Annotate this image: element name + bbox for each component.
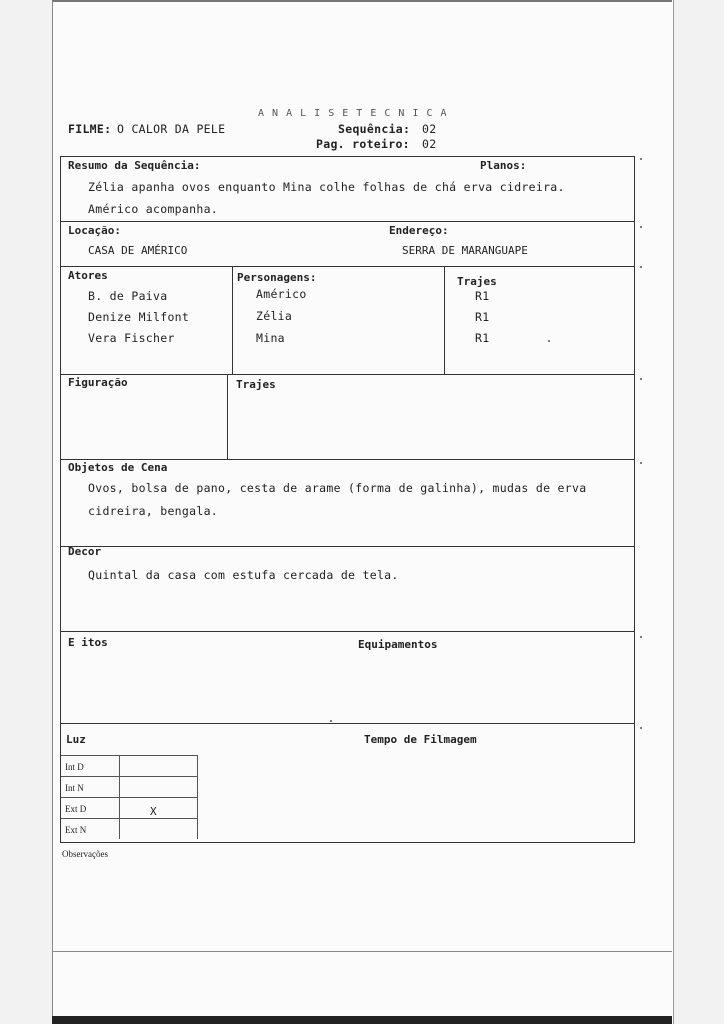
page-bottom-edge	[52, 951, 672, 952]
locacao-value: CASA DE AMÉRICO	[88, 244, 188, 257]
luz-row-label: Ext D	[65, 804, 87, 814]
decor-value: Quintal da casa com estufa cercada de tela.	[88, 568, 399, 582]
scan-speck	[548, 340, 550, 342]
ator-2: Denize Milfont	[88, 310, 190, 324]
divider-figuracao	[60, 459, 635, 460]
scan-speck	[640, 266, 642, 268]
figuracao-label: Figuração	[68, 376, 128, 389]
scan-speck	[640, 462, 642, 464]
scan-speck	[330, 720, 332, 722]
objetos-line-1: Ovos, bolsa de pano, cesta de arame (forma de galinha), mudas de erva	[88, 481, 587, 495]
divider-locacao	[60, 266, 635, 267]
sequence-value: 02	[422, 122, 437, 136]
form-frame	[60, 156, 635, 843]
sequence-label: Sequência:	[338, 122, 411, 136]
film-title: O CALOR DA PELE	[117, 122, 226, 136]
scan-speck	[640, 727, 642, 729]
luz-grid-separator	[119, 755, 120, 839]
observacoes-label: Observações	[62, 849, 108, 859]
figuracao-trajes-label: Trajes	[236, 378, 276, 391]
resumo-line-1: Zélia apanha ovos enquanto Mina colhe folhas de chá erva cidreira.	[88, 180, 565, 194]
personagem-1: Américo	[256, 287, 307, 301]
ator-3: Vera Fischer	[88, 331, 175, 345]
trajes-label: Trajes	[457, 275, 497, 288]
atores-label: Atores	[68, 269, 108, 282]
locacao-label: Locação:	[68, 224, 121, 237]
personagem-2: Zélia	[256, 309, 293, 323]
luz-row-label: Ext N	[65, 825, 87, 835]
divider-atores-personagens	[232, 266, 233, 374]
efeitos-label: E itos	[68, 636, 108, 649]
resumo-line-2: Américo acompanha.	[88, 202, 219, 216]
divider-resumo	[60, 221, 635, 222]
scan-speck	[640, 636, 642, 638]
equipamentos-label: Equipamentos	[358, 638, 438, 651]
traje-1: R1	[475, 289, 490, 303]
planos-label: Planos:	[480, 159, 527, 172]
luz-row-label: Int D	[65, 762, 84, 772]
page-value: 02	[422, 137, 437, 151]
divider-objetos	[60, 546, 635, 547]
divider-decor	[60, 631, 635, 632]
luz-row-label: Int N	[65, 783, 84, 793]
page-label: Pag. roteiro:	[316, 137, 410, 151]
document-title: A N A L I S E T E C N I C A	[258, 108, 448, 119]
personagens-label: Personagens:	[237, 271, 317, 284]
endereco-label: Endereço:	[389, 224, 449, 237]
scan-speck	[640, 158, 642, 160]
divider-figuracao-trajes	[227, 374, 228, 459]
scan-bottom-strip	[52, 1016, 672, 1024]
decor-label: Decor	[68, 545, 102, 558]
traje-3: R1	[475, 331, 490, 345]
divider-elenco	[60, 374, 635, 375]
film-label: FILME:	[68, 122, 112, 136]
luz-label: Luz	[66, 733, 86, 746]
tempo-filmagem-label: Tempo de Filmagem	[364, 733, 477, 746]
personagem-3: Mina	[256, 331, 285, 345]
objetos-label: Objetos de Cena	[68, 461, 168, 474]
endereco-value: SERRA DE MARANGUAPE	[402, 244, 528, 257]
luz-grid-right-edge	[197, 755, 198, 839]
ator-1: B. de Paiva	[88, 289, 168, 303]
divider-efeitos	[60, 723, 635, 724]
traje-2: R1	[475, 310, 490, 324]
scan-speck	[640, 378, 642, 380]
divider-personagens-trajes	[444, 266, 445, 374]
scan-speck	[640, 226, 642, 228]
luz-mark-ext-d: X	[150, 805, 157, 818]
resumo-label: Resumo da Sequência:	[68, 159, 201, 172]
page-top-edge	[52, 0, 672, 2]
objetos-line-2: cidreira, bengala.	[88, 504, 219, 518]
